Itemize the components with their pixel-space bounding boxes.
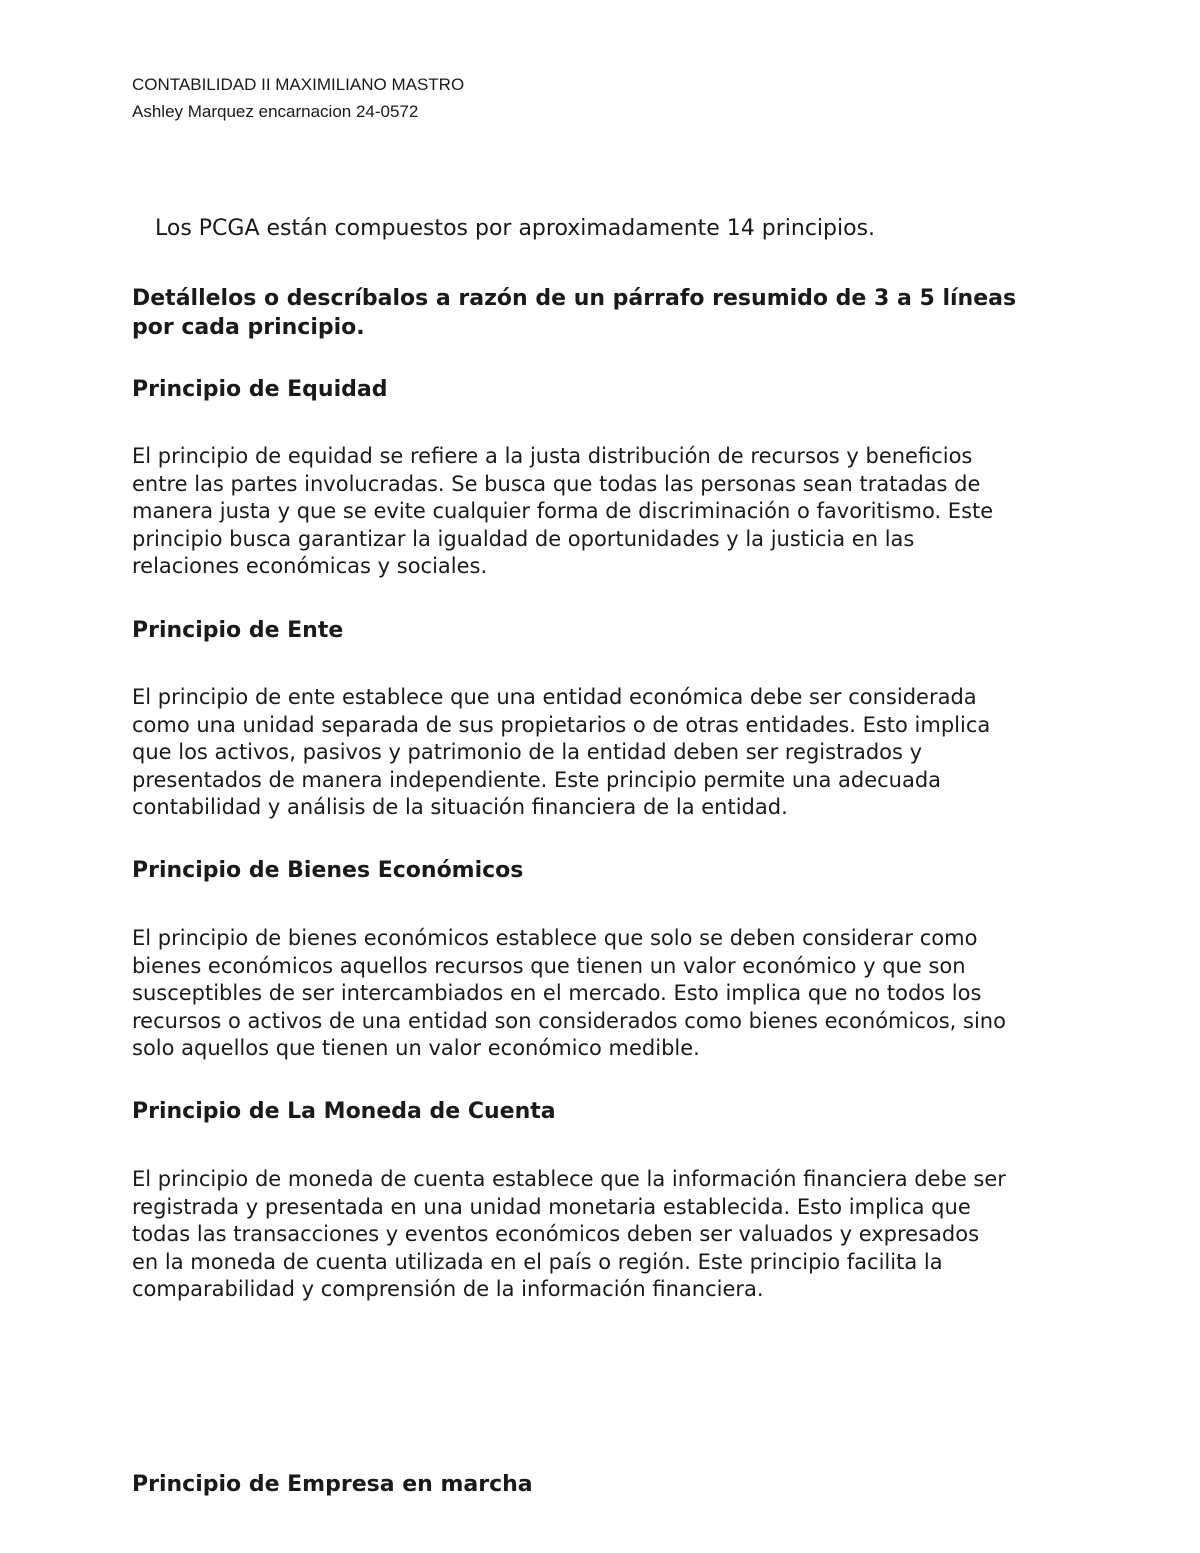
paragraph-line: en la moneda de cuenta utilizada en el país o región. Este principio facilita la [132, 1249, 943, 1274]
paragraph-line: El principio de moneda de cuenta establece que la información financiera debe ser [132, 1167, 1006, 1191]
question-text [132, 284, 1092, 342]
intro-text: Los PCGA están compuestos por aproximadamente 14 principios. [155, 216, 876, 241]
paragraph-line: entre las partes involucradas. Se busca que todas las personas sean tratadas de [132, 471, 981, 496]
section-heading-empresa-en-marcha: Principio de Empresa en marcha [132, 1472, 533, 1497]
paragraph-line: contabilidad y análisis de la situación financiera de la entidad. [132, 795, 788, 819]
paragraph-line: El principio de ente establece que una entidad económica debe ser considerada [132, 685, 977, 709]
section-heading-ente: Principio de Ente [132, 618, 344, 643]
paragraph-line: manera justa y que se evite cualquier forma de discriminación o favoritismo. Este [132, 499, 994, 523]
paragraph-line: comparabilidad y comprensión de la información financiera. [132, 1277, 764, 1301]
paragraph-line: recursos o activos de una entidad son considerados como bienes económicos, sino [132, 1008, 1006, 1033]
section-paragraph-moneda-de-cuenta [132, 1166, 1082, 1304]
section-heading-equidad: Principio de Equidad [132, 377, 388, 402]
paragraph-line: principio busca garantizar la igualdad de oportunidades y la justicia en las [132, 526, 915, 551]
header-student-line: Ashley Marquez encarnacion 24-0572 [132, 102, 419, 121]
section-paragraph-bienes-economicos [132, 925, 1082, 1063]
paragraph-line: El principio de equidad se refiere a la justa distribución de recursos y beneficios [132, 444, 973, 468]
paragraph-line: susceptibles de ser intercambiados en el mercado. Esto implica que no todos los [132, 981, 982, 1005]
paragraph-line: presentados de manera independiente. Este principio permite una adecuada [132, 767, 942, 792]
section-heading-bienes-economicos: Principio de Bienes Económicos [132, 858, 524, 883]
question-line: Detállelos o descríbalos a razón de un párrafo resumido de 3 a 5 líneas [132, 286, 1017, 311]
paragraph-line: bienes económicos aquellos recursos que tienen un valor económico y que son [132, 953, 966, 978]
header-course-line: CONTABILIDAD II MAXIMILIANO MASTRO [132, 75, 465, 94]
section-paragraph-ente [132, 684, 1082, 822]
paragraph-line: todas las transacciones y eventos económicos deben ser valuados y expresados [132, 1222, 980, 1246]
section-paragraph-equidad [132, 443, 1082, 581]
question-line: por cada principio. [132, 315, 365, 340]
paragraph-line: solo aquellos que tienen un valor económico medible. [132, 1036, 700, 1060]
paragraph-line: registrada y presentada en una unidad monetaria establecida. Esto implica que [132, 1194, 971, 1219]
paragraph-line: relaciones económicas y sociales. [132, 554, 488, 578]
paragraph-line: como una unidad separada de sus propietarios o de otras entidades. Esto implica [132, 712, 991, 737]
section-heading-moneda-de-cuenta: Principio de La Moneda de Cuenta [132, 1099, 556, 1124]
paragraph-line: que los activos, pasivos y patrimonio de la entidad deben ser registrados y [132, 740, 923, 764]
paragraph-line: El principio de bienes económicos establece que solo se deben considerar como [132, 926, 978, 950]
